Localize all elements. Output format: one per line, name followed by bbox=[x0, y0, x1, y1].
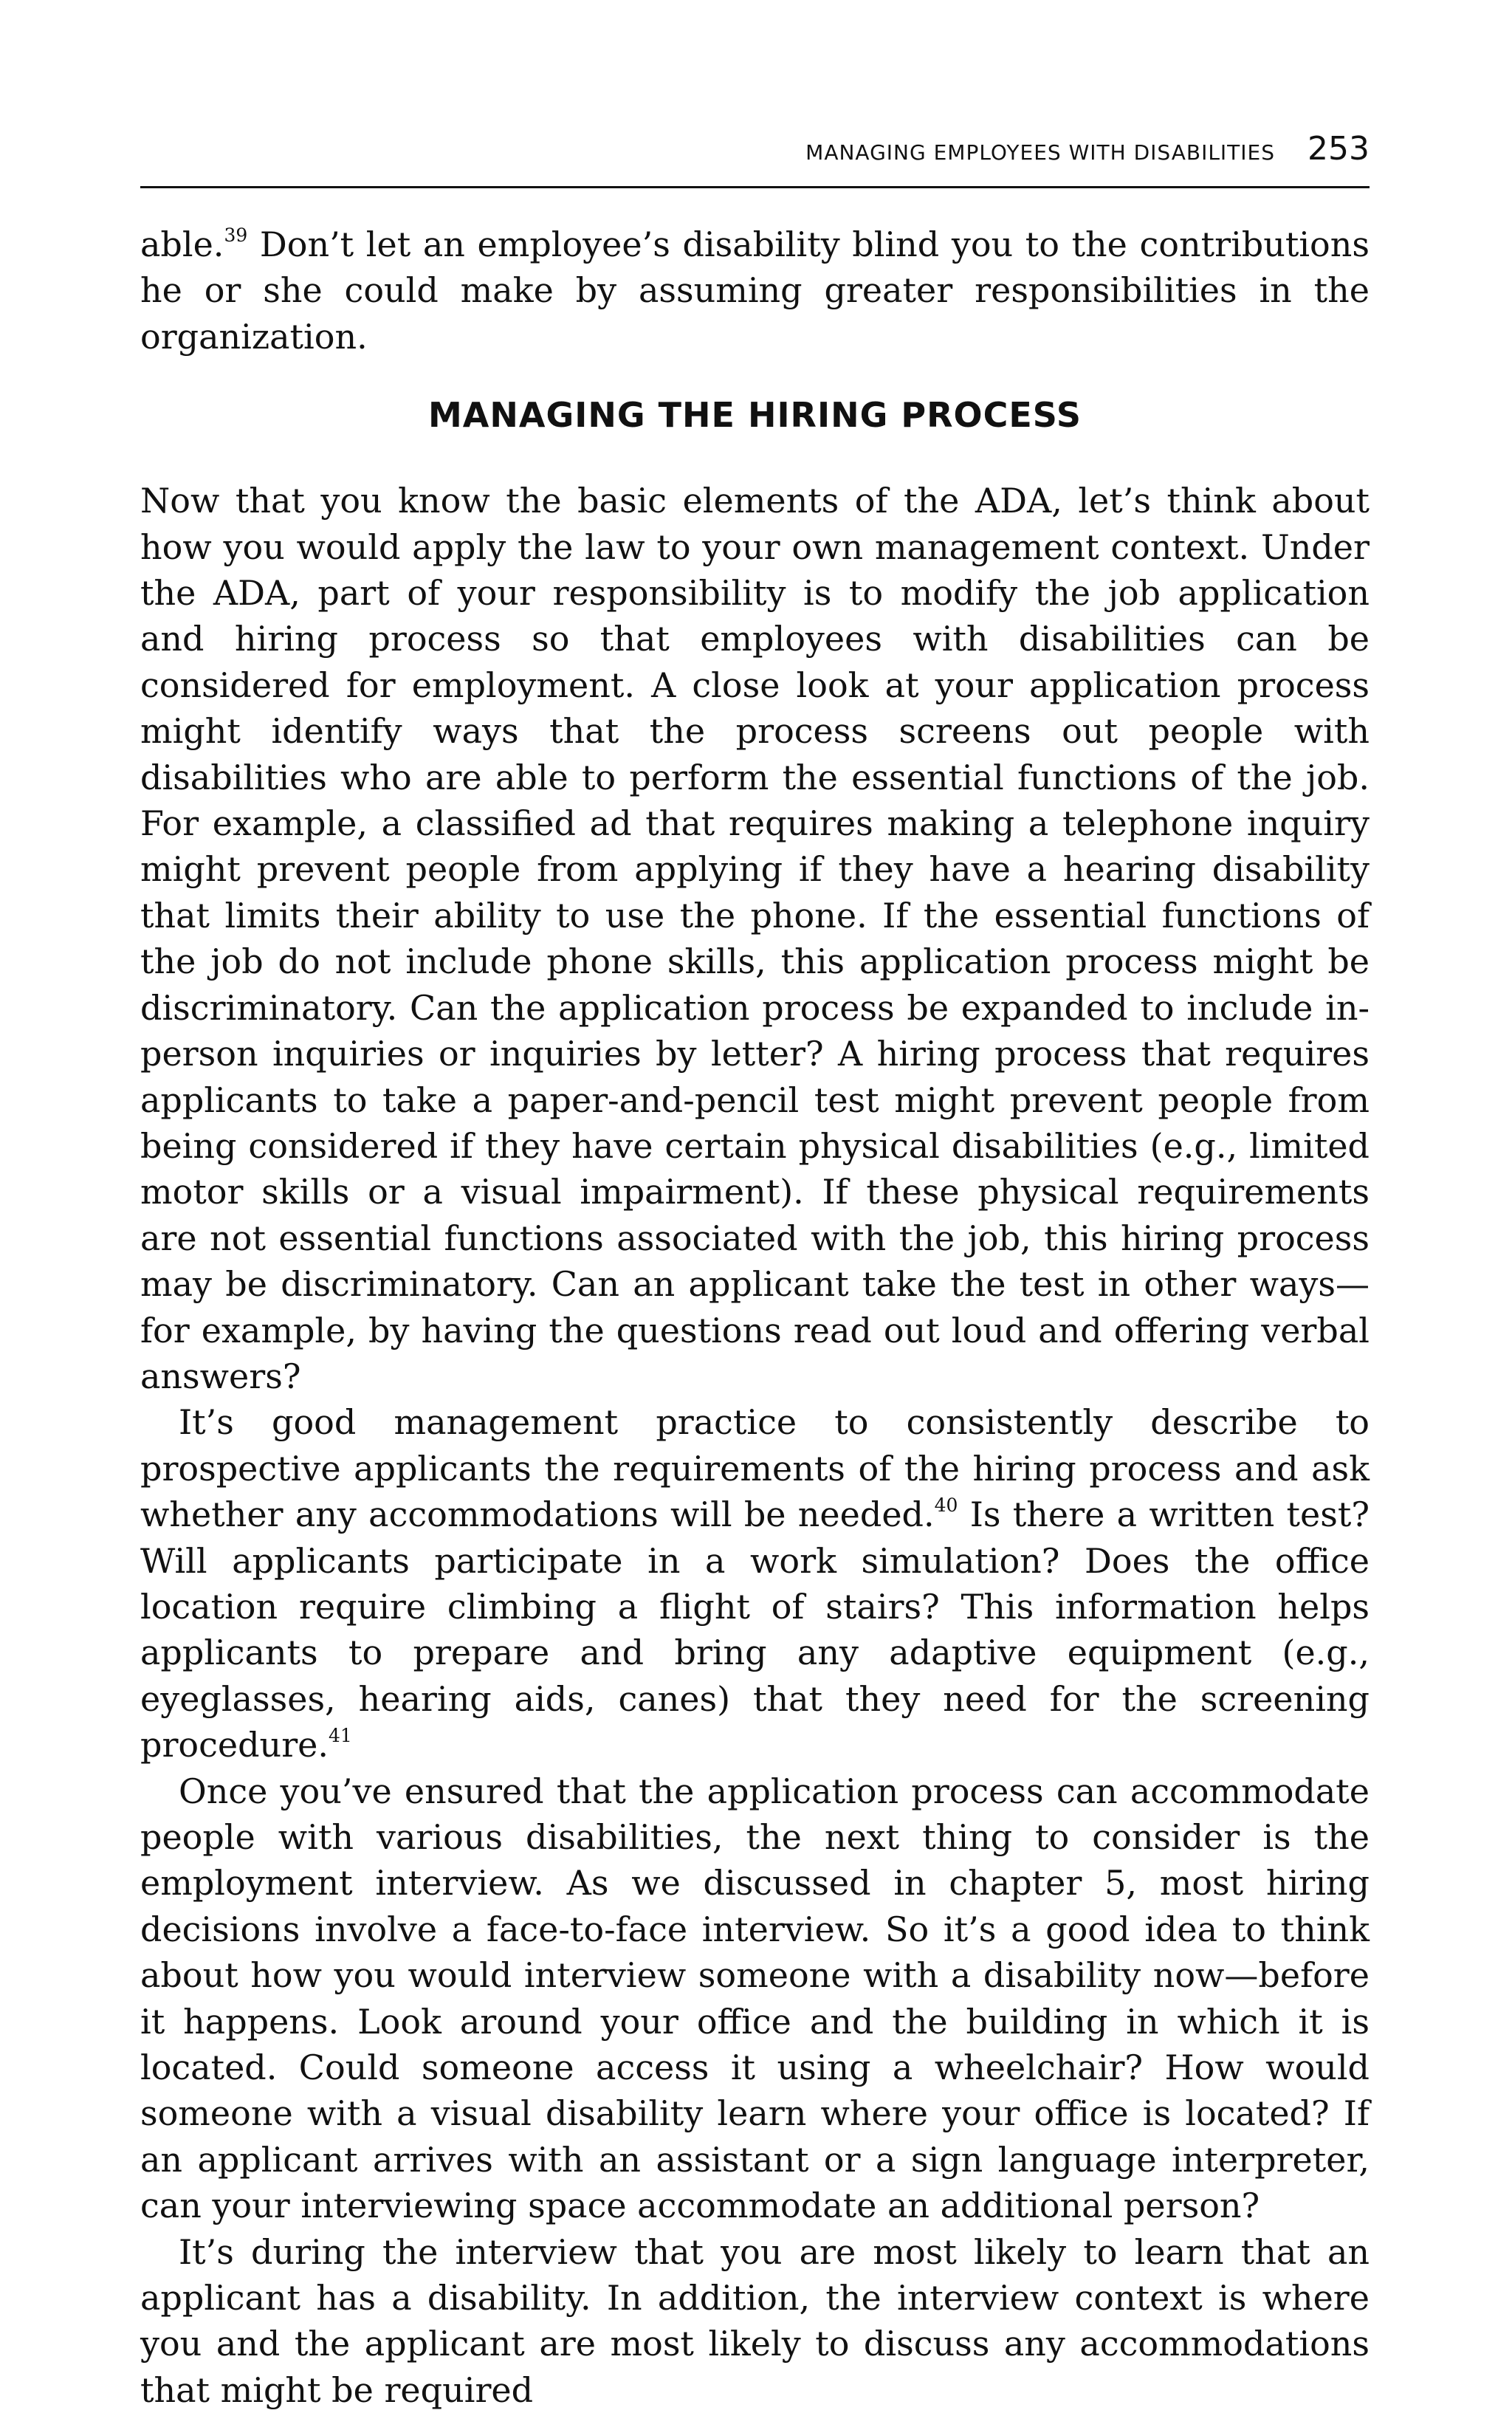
footnote-ref-40: 40 bbox=[934, 1494, 958, 1517]
paragraph-4: It’s during the interview that you are most likely to learn that an applicant has a disability. In addition, the interview context is where you and the applicant are most likely to discuss any accommodations that might be required bbox=[140, 2231, 1370, 2410]
footnote-ref-39: 39 bbox=[224, 224, 248, 246]
body-text bbox=[140, 222, 1370, 2413]
intro-rest: Don’t let an employee’s disability blind you to the contributions he or she could make by assuming greater responsibilities in the organization. bbox=[140, 224, 1370, 357]
page-number: 253 bbox=[1307, 130, 1370, 168]
paragraph-2 bbox=[140, 1399, 1370, 1768]
footnote-ref-41: 41 bbox=[329, 1725, 352, 1747]
running-head bbox=[140, 130, 1370, 168]
intro-paragraph bbox=[140, 222, 1370, 360]
header-rule bbox=[140, 186, 1370, 188]
running-title: MANAGING EMPLOYEES WITH DISABILITIES bbox=[805, 140, 1276, 165]
paragraph-1: Now that you know the basic elements of the ADA, let’s think about how you would apply the law to your own management context. Under the ADA, part of your responsibility is to modify the job application and hiring process so that employees with disabilities can be considered for employment. A close look at your application process might identify ways that the process screens out people with disabilities who are able to perform the essential functions of the job. For example, a classified ad that requires making a telephone inquiry might prevent people from applying if they have a hearing disability that limits their ability to use the phone. If the essential functions of the job do not include phone skills, this application process might be discriminatory. Can the application process be expanded to include in-person inquiries or inquiries by letter? A hiring process that requires applicants to take a paper-and-pencil test might prevent people from being considered if they have certain physical disabilities (e.g., limited motor skills or a visual impairment). If these physical requirements are not essential functions associated with the job, this hiring process may be discriminatory. Can an applicant take the test in other ways—for example, by having the questions read out loud and offering verbal answers? bbox=[140, 481, 1370, 1396]
intro-lead: able. bbox=[140, 224, 224, 264]
section-heading: MANAGING THE HIRING PROCESS bbox=[428, 395, 1082, 436]
paragraph-2-part-a: It’s good management practice to consistently describe to prospective applicants the requirements of the hiring process and ask whether any accommodations will be needed. bbox=[140, 1402, 1370, 1535]
paragraph-2-part-b: Is there a written test? Will applicants participate in a work simulation? Does the office location require climbing a flight of stairs? This information helps applicants to prepare and bring any adaptive equipment (e.g., eyeglasses, hearing aids, canes) that they need for the screening procedure. bbox=[140, 1494, 1370, 1765]
paragraph-3: Once you’ve ensured that the application process can accommodate people with various disabilities, the next thing to consider is the employment interview. As we discussed in chapter 5, most hiring decisions involve a face-to-face interview. So it’s a good idea to think about how you would interview someone with a disability now—before it happens. Look around your office and the building in which it is located. Could someone access it using a wheelchair? How would someone with a visual disability learn where your office is located? If an applicant arrives with an assistant or a sign language interpreter, can your interviewing space accommodate an additional person? bbox=[140, 1771, 1370, 2226]
